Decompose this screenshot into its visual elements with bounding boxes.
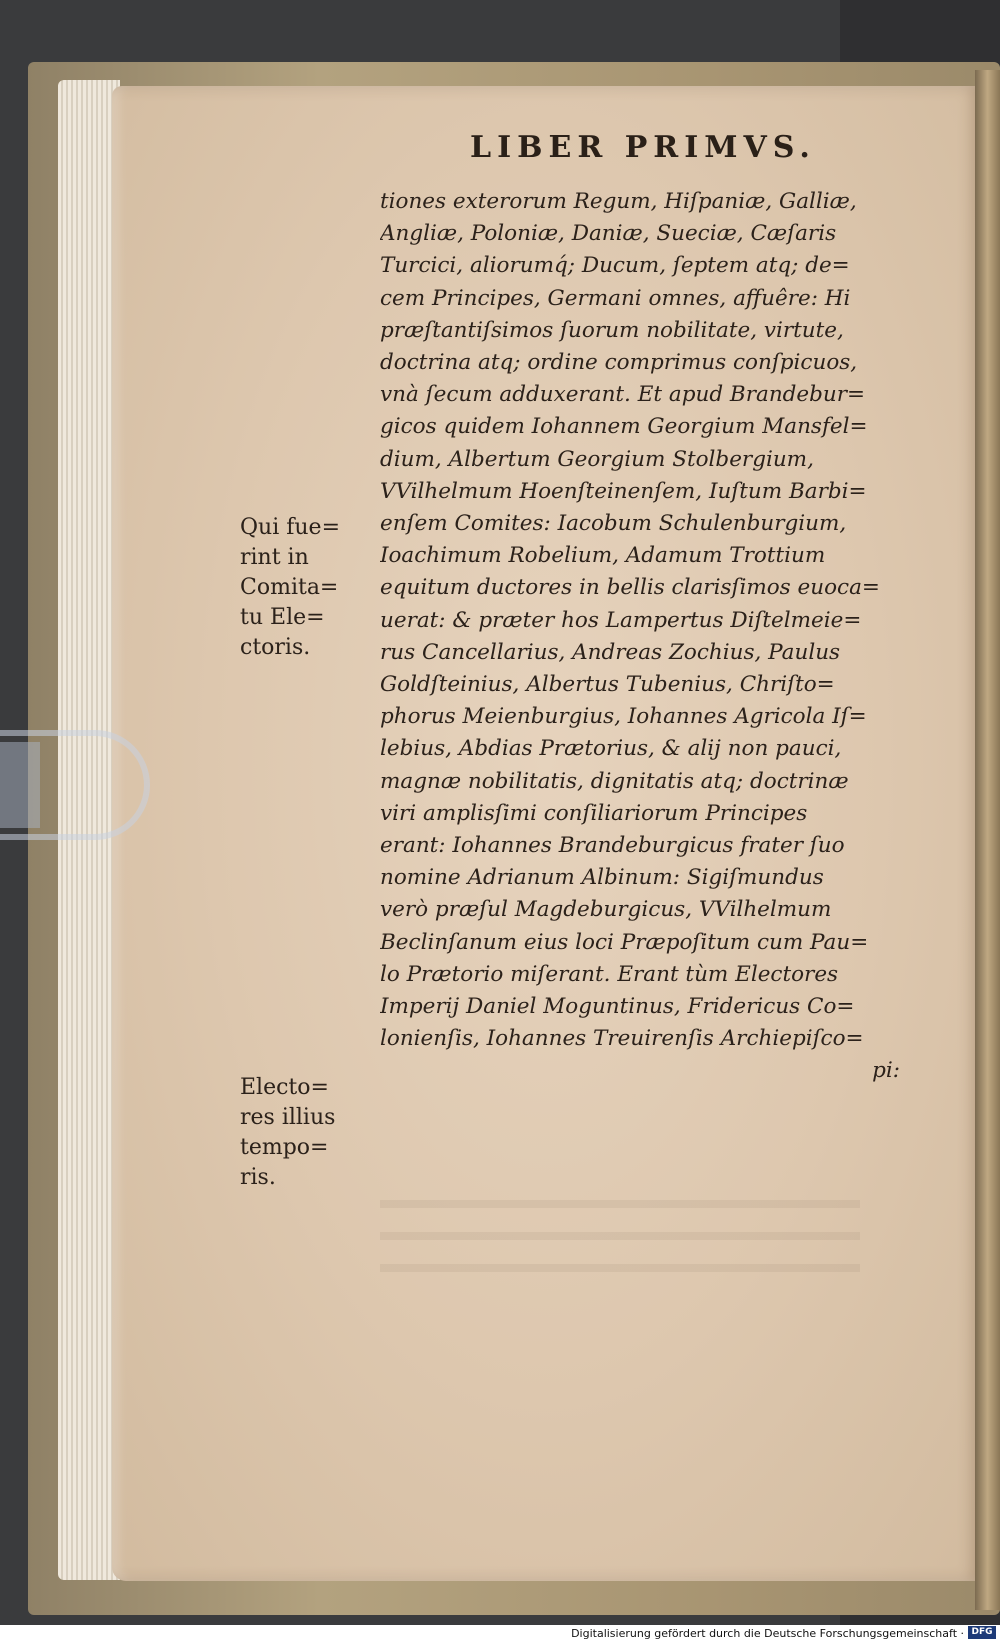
text-line: uerat: & præter hos Lampertus Diſtelmeie= xyxy=(380,607,862,633)
text-line: verò præſul Magdeburgicus, VVilhelmum xyxy=(380,897,832,923)
body-text xyxy=(380,186,900,1088)
text-line: vnà ſecum adduxerant. Et apud Brandebur= xyxy=(380,382,866,408)
margin-note-line: Comita= xyxy=(240,575,339,600)
text-line: Beclinſanum eius loci Præpoſitum cum Pau= xyxy=(380,929,869,955)
bookmark-clip xyxy=(0,730,150,840)
margin-note-line: tu Ele= xyxy=(240,605,325,630)
text-line: rus Cancellarius, Andreas Zochius, Paulus xyxy=(380,639,841,665)
text-line: viri amplisſimi conſiliariorum Principes xyxy=(380,800,808,826)
margin-note-line: res illius xyxy=(240,1105,336,1130)
margin-note-line: ctoris. xyxy=(240,635,311,660)
margin-note-line: tempo= xyxy=(240,1135,329,1160)
text-line: Angliæ, Poloniæ, Daniæ, Sueciæ, Cæſaris xyxy=(380,221,837,247)
book-gutter xyxy=(975,70,1000,1610)
text-line: equitum ductores in bellis clarisſimos euoca= xyxy=(380,575,880,601)
text-line: Turcici, aliorumq́; Ducum, ſeptem atq; de= xyxy=(380,253,850,279)
text-line: cem Principes, Germani omnes, affuêre: Hi xyxy=(380,285,851,311)
funding-credit: Digitalisierung gefördert durch die Deutsche Forschungsgemeinschaft · xyxy=(571,1627,964,1640)
running-head: LIBER PRIMVS. xyxy=(470,130,816,165)
margin-note-line: ris. xyxy=(240,1165,276,1190)
text-line: gicos quidem Iohannem Georgium Mansfel= xyxy=(380,414,868,440)
text-line: dium, Albertum Georgium Stolbergium, xyxy=(380,446,814,472)
margin-note-comitatu xyxy=(240,513,380,663)
margin-note-electores xyxy=(240,1073,380,1193)
text-line: lebius, Abdias Prætorius, & alij non pauci, xyxy=(380,736,842,762)
text-line: lo Prætorio miſerant. Erant tùm Electores xyxy=(380,961,839,987)
text-line: doctrina atq; ordine comprimus conſpicuos, xyxy=(380,350,858,376)
text-line: tiones exterorum Regum, Hiſpaniæ, Galliæ, xyxy=(380,189,857,214)
text-line: erant: Iohannes Brandeburgicus frater ſuo xyxy=(380,833,845,859)
text-line: phorus Meienburgius, Iohannes Agricola Iſ= xyxy=(380,704,867,730)
text-line: lonienſis, Iohannes Treuirenſis Archiepiſco= xyxy=(380,1026,864,1052)
text-line: Ioachimum Robelium, Adamum Trottium xyxy=(380,543,826,569)
text-line: enſem Comites: Iacobum Schulenburgium, xyxy=(380,511,847,537)
show-through-bleed xyxy=(380,1200,860,1290)
text-line: VVilhelmum Hoenſteinenſem, Iuſtum Barbi= xyxy=(380,478,867,504)
dfg-logo: DFG xyxy=(968,1626,996,1639)
margin-note-line: Electo= xyxy=(240,1075,329,1100)
text-line: nomine Adrianum Albinum: Sigiſmundus xyxy=(380,865,824,891)
text-line: magnæ nobilitatis, dignitatis atq; doctrinæ xyxy=(380,768,849,794)
text-line: præſtantiſsimos ſuorum nobilitate, virtute, xyxy=(380,317,844,343)
catchword: pi: xyxy=(872,1058,900,1084)
margin-note-line: Qui fue= xyxy=(240,515,340,540)
margin-note-line: rint in xyxy=(240,545,309,570)
text-line: Goldſteinius, Albertus Tubenius, Chriſto= xyxy=(380,672,835,698)
text-line: Imperij Daniel Moguntinus, Fridericus Co= xyxy=(380,994,855,1020)
